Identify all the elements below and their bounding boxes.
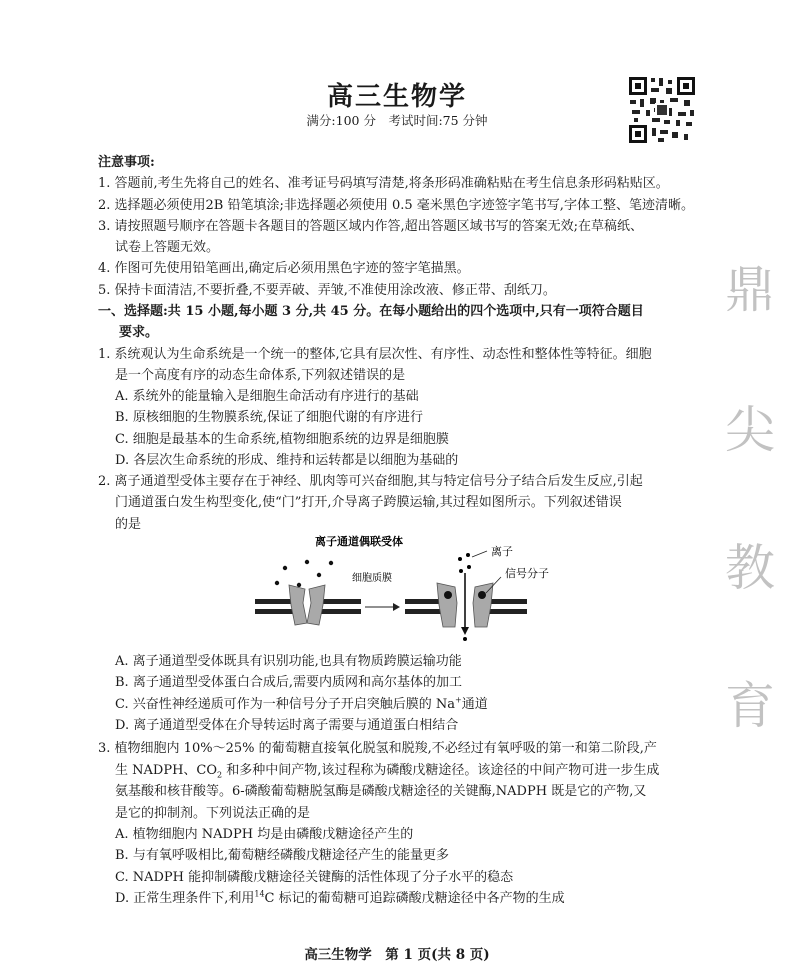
question-1-stem: 是一个高度有序的动态生命体系,下列叙述错误的是 [115, 368, 406, 383]
question-3-stem: 3. 植物细胞内 10%～25% 的葡萄糖直接氧化脱氢和脱羧,不必经过有氧呼吸的第一和第二阶段,产 [98, 741, 657, 756]
question-3-stem: 氨基酸和核苷酸等。6-磷酸葡萄糖脱氢酶是磷酸戊糖途径的关键酶,NADPH 既是它的产物,又 [115, 784, 647, 799]
notice-item: 5. 保持卡面清洁,不要折叠,不要弄破、弄皱,不准使用涂改液、修正带、刮纸刀。 [98, 283, 556, 298]
membrane-left [255, 599, 361, 614]
exam-info: 满分:100 分 考试时间:75 分钟 [306, 113, 488, 128]
page-title: 高三生物学 [326, 82, 467, 112]
figure-title: 离子通道偶联受体 [315, 535, 403, 548]
question-1-option-c: C. 细胞是最基本的生命系统,植物细胞系统的边界是细胞膜 [115, 432, 449, 447]
question-3-option-d: D. 正常生理条件下,利用$^{14}$C 标记的葡萄糖可追踪磷酸戊糖途径中各产物的生成 [115, 889, 565, 906]
question-2-option-b: B. 离子通道型受体蛋白合成后,需要内质网和高尔基体的加工 [115, 675, 462, 690]
question-3-option-c: C. NADPH 能抑制磷酸戊糖途径关键酶的活性体现了分子水平的稳态 [115, 870, 514, 885]
question-2-option-c: C. 兴奋性神经递质可作为一种信号分子开启突触后膜的 Na+通道 [115, 695, 488, 712]
membrane-right [405, 599, 527, 614]
notice-item: 3. 请按照题号顺序在答题卡各题目的答题区域内作答,超出答题区域书写的答案无效;在草稿纸、 [98, 219, 644, 234]
watermark-char: 鼎 [725, 261, 775, 319]
page-footer: 高三生物学 第 1 页(共 8 页) [304, 947, 490, 963]
question-3-option-a: A. 植物细胞内 NADPH 均是由磷酸戊糖途径产生的 [115, 827, 414, 842]
channel-closed [289, 585, 325, 625]
question-1-option-a: A. 系统外的能量输入是细胞生命活动有序进行的基础 [115, 389, 419, 404]
notice-item: 4. 作图可先使用铅笔画出,确定后必须用黑色字迹的签字笔描黑。 [98, 261, 470, 276]
label-ion: 离子 [491, 545, 513, 558]
notice-heading: 注意事项: [98, 155, 155, 170]
label-signal: 信号分子 [505, 567, 549, 580]
arrow-right [365, 603, 400, 611]
question-3-stem: 是它的抑制剂。下列说法正确的是 [115, 806, 311, 821]
section-heading-cont: 要求。 [119, 325, 159, 340]
question-1-option-b: B. 原核细胞的生物膜系统,保证了细胞代谢的有序进行 [115, 410, 423, 425]
label-membrane: 细胞质膜 [352, 573, 392, 584]
qr-code [628, 76, 696, 144]
question-3-stem: 生 NADPH、$CO_2$ 和多种中间产物,该过程称为磷酸戊糖途径。该途径的中间产物可进一步生成 [115, 763, 660, 780]
question-2-stem: 2. 离子通道型受体主要存在于神经、肌肉等可兴奋细胞,其与特定信号分子结合后发生反应,引起 [98, 474, 643, 489]
notice-item: 1. 答题前,考生先将自己的姓名、准考证号码填写清楚,将条形码准确粘贴在考生信息条形码粘贴区。 [98, 176, 669, 191]
section-heading: 一、选择题:共 15 小题,每小题 3 分,共 45 分。在每小题给出的四个选项中,只有一项符合题目 [98, 304, 644, 319]
notice-item: 试卷上答题无效。 [115, 240, 220, 255]
notice-item: 2. 选择题必须使用2B 铅笔填涂;非选择题必须使用 0.5 毫米黑色字迹签字笔书写,字体工整、笔迹清晰。 [98, 198, 694, 213]
signal-molecules-left [275, 560, 333, 587]
watermark-char: 育 [725, 677, 775, 735]
watermark-char: 尖 [725, 401, 775, 459]
question-2-option-a: A. 离子通道型受体既具有识别功能,也具有物质跨膜运输功能 [115, 654, 462, 669]
question-2-stem: 的是 [115, 517, 142, 532]
question-3-option-b: B. 与有氧呼吸相比,葡萄糖经磷酸戊糖途径产生的能量更多 [115, 848, 449, 863]
ion-flow [458, 553, 471, 641]
watermark-char: 教 [725, 539, 775, 597]
question-2-option-d: D. 离子通道型受体在介导转运时离子需要与通道蛋白相结合 [115, 718, 459, 733]
question-1-stem: 1. 系统观认为生命系统是一个统一的整体,它具有层次性、有序性、动态性和整体性等特征。细胞 [98, 347, 652, 362]
question-1-option-d: D. 各层次生命系统的形成、维持和运转都是以细胞为基础的 [115, 453, 459, 468]
ion-channel-diagram [255, 533, 575, 643]
question-2-stem: 门通道蛋白发生构型变化,使“门”打开,介导离子跨膜运输,其过程如图所示。下列叙述错误 [115, 495, 622, 510]
